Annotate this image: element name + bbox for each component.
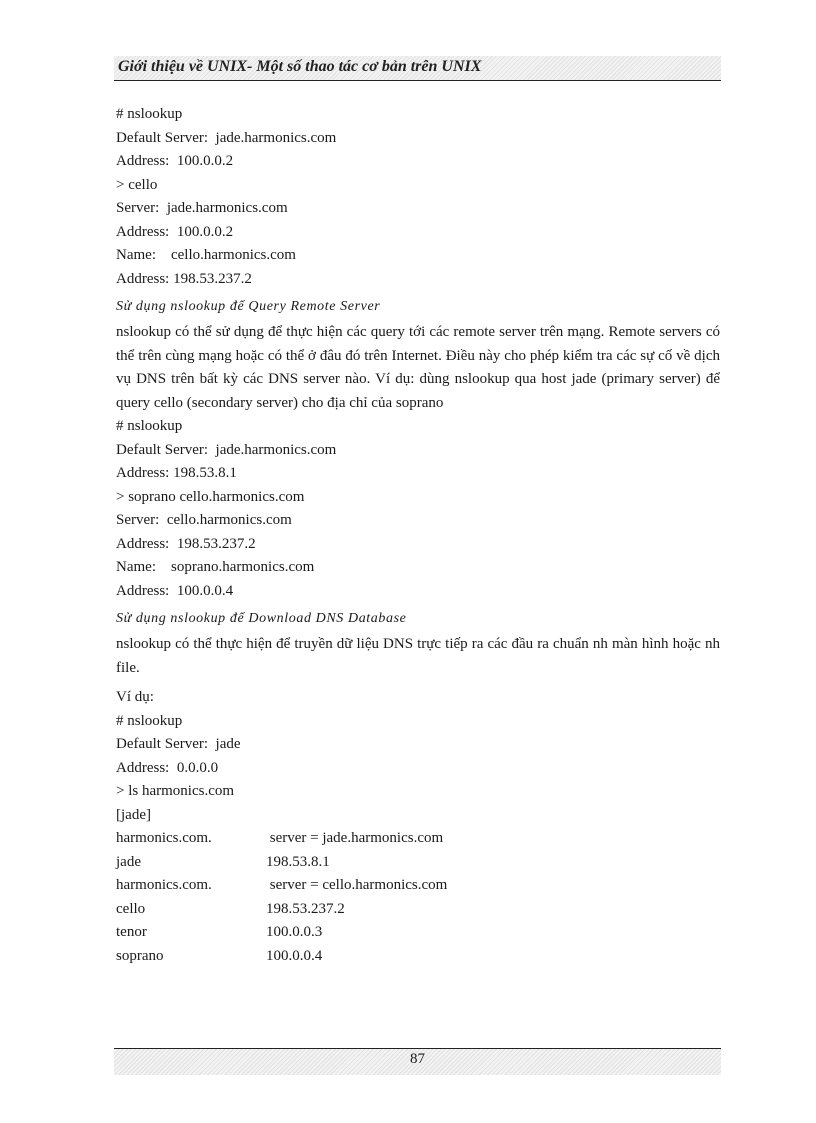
record-value: 198.53.8.1: [266, 853, 330, 870]
example-label: Ví dụ:: [116, 689, 154, 705]
code-line: > ls harmonics.com: [116, 783, 235, 799]
page-footer: [114, 1048, 721, 1075]
code-block-3: [116, 710, 720, 828]
dns-records-table: [116, 827, 720, 968]
code-line: # nslookup: [116, 712, 183, 729]
record-value: server = cello.harmonics.com: [266, 877, 448, 893]
code-line: Address: 198.53.8.1: [116, 465, 237, 481]
record-name: cello: [116, 900, 146, 917]
table-row: [116, 827, 720, 851]
code-line: Default Server: jade: [116, 736, 241, 752]
code-line: Address: 100.0.0.2: [116, 223, 234, 240]
code-line: Address: 100.0.0.4: [116, 582, 234, 599]
code-line: Address: 198.53.237.2: [116, 535, 256, 552]
code-line: [jade]: [116, 806, 151, 823]
record-value: 100.0.0.4: [266, 947, 323, 964]
code-line: Address: 198.53.237.2: [116, 270, 252, 287]
code-line: Name: soprano.harmonics.com: [116, 559, 315, 575]
table-row: [116, 874, 720, 898]
record-value: 198.53.237.2: [266, 900, 345, 917]
code-line: > cello: [116, 176, 158, 193]
section-heading-query-remote: Sử dụng nslookup để Query Remote Server: [116, 299, 381, 314]
table-row: [116, 851, 720, 875]
record-value: 100.0.0.3: [266, 924, 323, 940]
paragraph-download-db: nslookup có thể thực hiện để truyền dữ liệu DNS trực tiếp ra các đầu ra chuẩn nh màn hình hoặc nh file.: [116, 636, 735, 676]
code-line: Address: 100.0.0.2: [116, 153, 234, 169]
code-line: # nslookup: [116, 418, 183, 434]
code-block-1: [116, 103, 720, 291]
table-row: [116, 945, 720, 969]
code-block-2: [116, 415, 720, 603]
paragraph-query-remote: nslookup có thể sử dụng để thực hiện các query tới các remote server trên mạng. Remote servers có thể trên cùng mạng hoặc có thể ở đâu đó trên Internet. Điều này cho phép kiểm tra các sự cố về dịch vụ DNS trên bất kỳ các DNS server nào. Ví dụ: dùng nslookup qua host jade (primary server) để query cello (secondary server) cho địa chỉ của soprano: [116, 324, 720, 411]
table-row: [116, 921, 720, 945]
code-line: Address: 0.0.0.0: [116, 759, 219, 776]
section-heading-download-db: Sử dụng nslookup để Download DNS Database: [116, 611, 407, 626]
record-name: jade: [116, 853, 141, 870]
table-row: [116, 898, 720, 922]
page-number: 87: [410, 1051, 425, 1067]
page-content: [116, 103, 735, 968]
code-line: Default Server: jade.harmonics.com: [116, 441, 337, 458]
record-name: tenor: [116, 924, 147, 940]
page-header: [114, 56, 721, 81]
code-line: Name: cello.harmonics.com: [116, 247, 296, 263]
code-line: > soprano cello.harmonics.com: [116, 488, 305, 505]
code-line: Server: cello.harmonics.com: [116, 512, 292, 528]
code-line: Default Server: jade.harmonics.com: [116, 129, 337, 146]
record-name: harmonics.com.: [116, 830, 212, 846]
record-name: harmonics.com.: [116, 877, 212, 893]
record-value: server = jade.harmonics.com: [266, 830, 444, 846]
code-line: # nslookup: [116, 106, 183, 122]
header-title: Giới thiệu về UNIX- Một số thao tác cơ bản trên UNIX: [118, 58, 482, 75]
code-line: Server: jade.harmonics.com: [116, 200, 288, 216]
record-name: soprano: [116, 947, 164, 964]
